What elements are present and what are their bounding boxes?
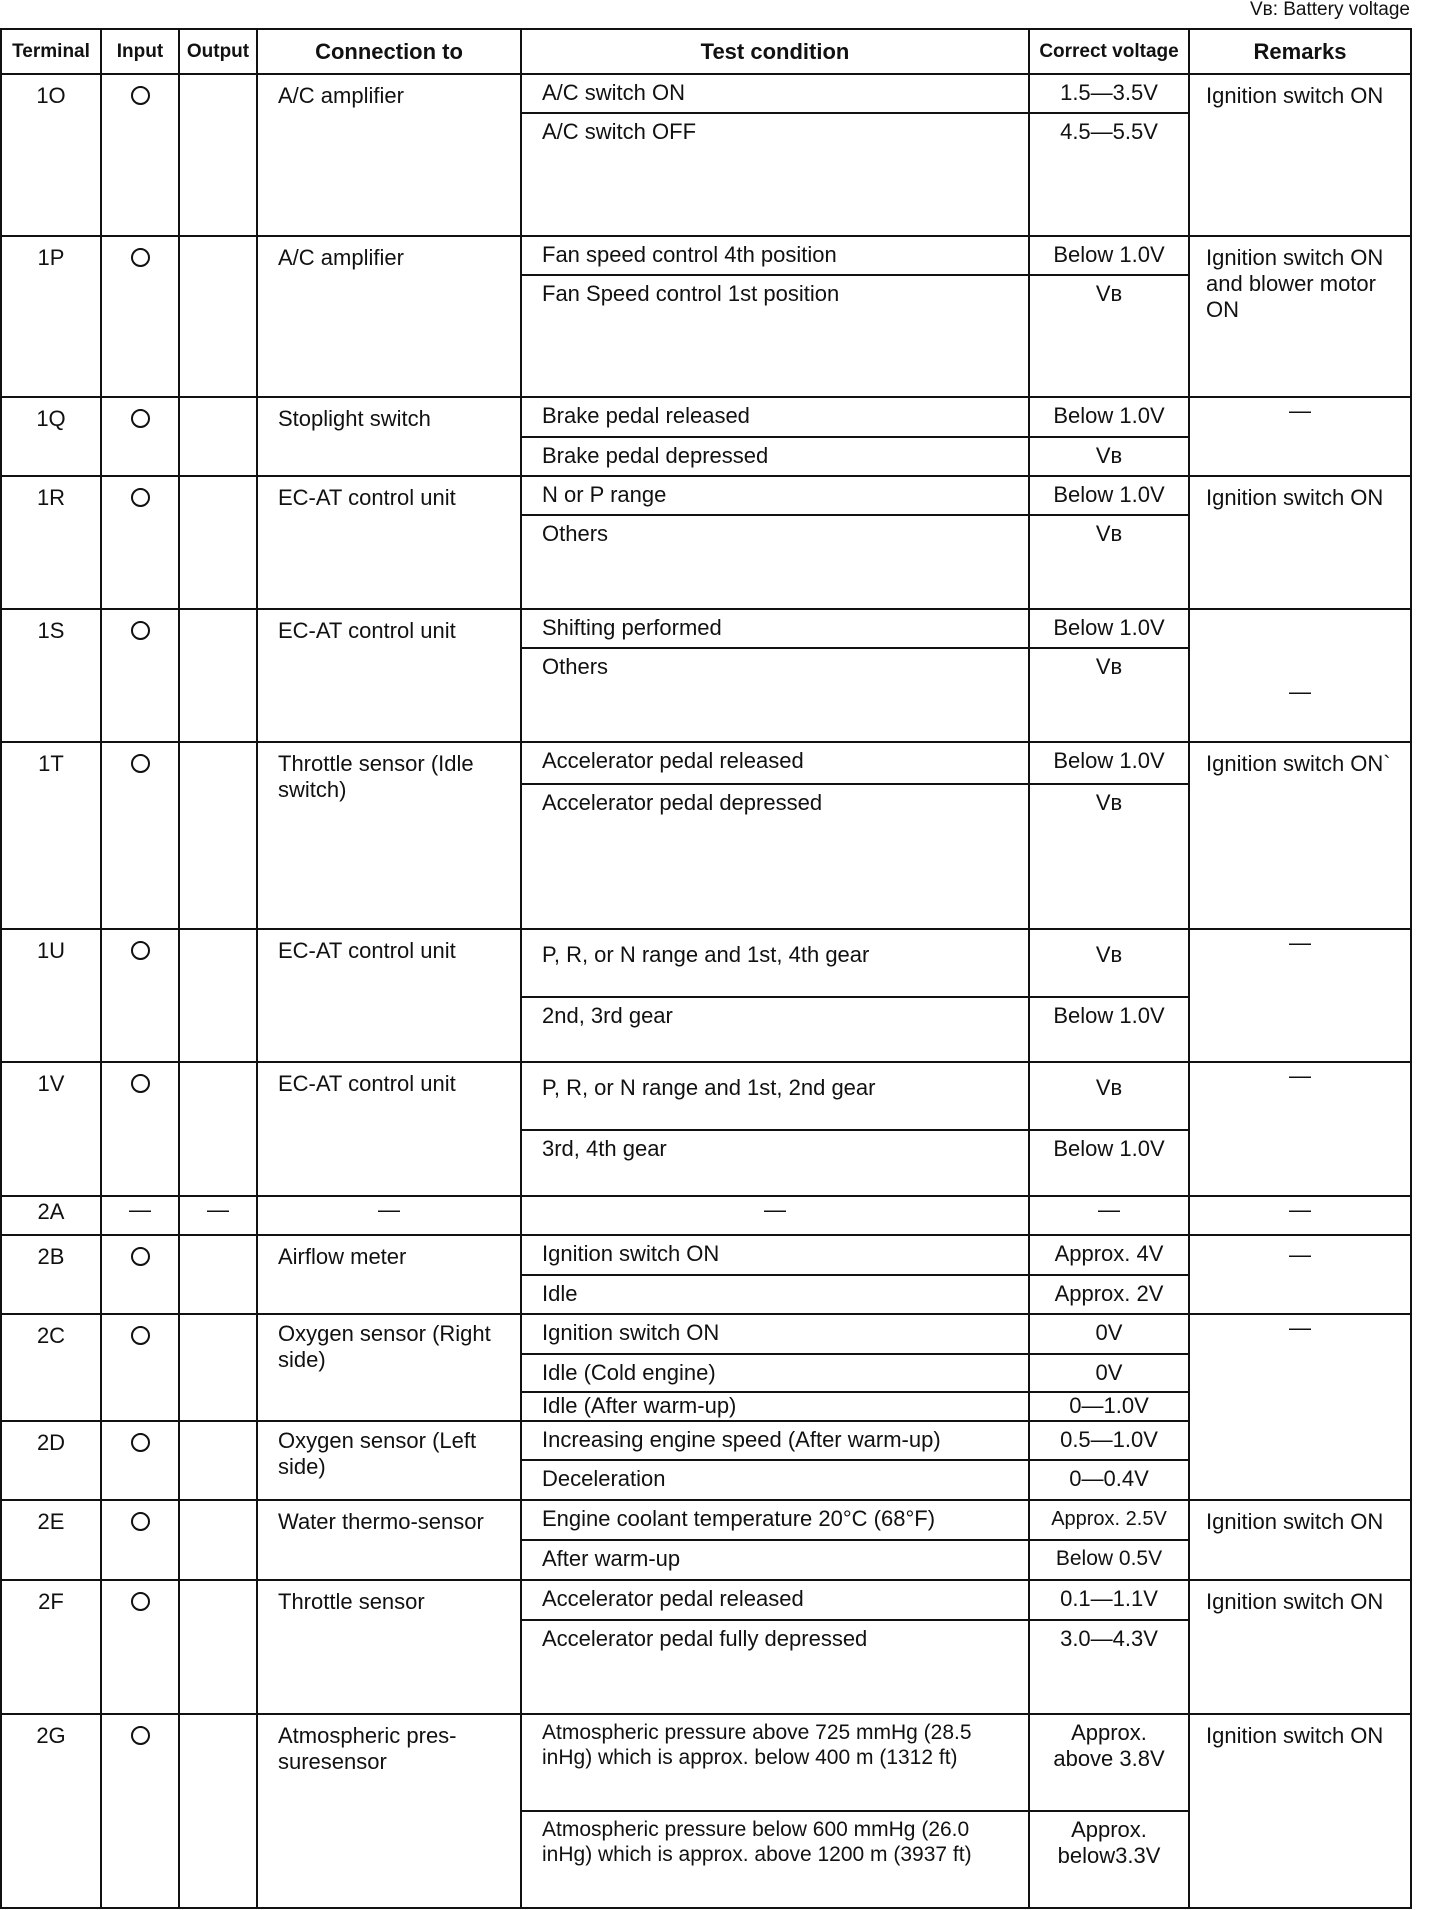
- output-cell: [179, 1500, 257, 1580]
- condition-cell: Others: [521, 515, 1029, 609]
- condition-cell: Brake pedal depressed: [521, 437, 1029, 476]
- table-row: [1, 1235, 1411, 1275]
- voltage-cell: Below 1.0V: [1029, 397, 1189, 437]
- condition-cell: Fan Speed control 1st position: [521, 275, 1029, 397]
- terminal-cell: 1U: [1, 929, 101, 1061]
- input-cell: [101, 1235, 179, 1314]
- condition-cell: Increasing engine speed (After warm-up): [521, 1421, 1029, 1460]
- input-cell: [101, 1714, 179, 1908]
- remarks-cell: —: [1189, 1235, 1411, 1314]
- remarks-cell: Ignition switch ON: [1189, 1500, 1411, 1580]
- remarks-cell: Ignition switch ON and blower motor ON: [1189, 236, 1411, 397]
- remarks-cell: Ignition switch ON: [1189, 1580, 1411, 1714]
- connection-cell: Water thermo-sensor: [257, 1500, 521, 1580]
- input-circle-icon: [131, 941, 150, 960]
- input-circle-icon: [131, 1326, 150, 1345]
- output-cell: [179, 1314, 257, 1422]
- output-cell: [179, 1714, 257, 1908]
- input-circle-icon: [131, 1074, 150, 1093]
- input-cell: [101, 1500, 179, 1580]
- connection-cell: Airflow meter: [257, 1235, 521, 1314]
- condition-cell: —: [521, 1196, 1029, 1235]
- terminal-cell: 1R: [1, 476, 101, 609]
- input-circle-icon: [131, 1433, 150, 1452]
- input-cell: [101, 476, 179, 609]
- remarks-cell: Ignition switch ON`: [1189, 742, 1411, 929]
- condition-cell: P, R, or N range and 1st, 2nd gear: [521, 1062, 1029, 1131]
- remarks-cell: —: [1189, 1314, 1411, 1500]
- input-cell: [101, 1580, 179, 1714]
- connection-cell: EC-AT control unit: [257, 929, 521, 1061]
- header-test-condition: Test condition: [521, 29, 1029, 74]
- header-correct-voltage: Correct voltage: [1029, 29, 1189, 74]
- input-circle-icon: [131, 1592, 150, 1611]
- input-circle-icon: [131, 488, 150, 507]
- voltage-cell: Below 1.0V: [1029, 997, 1189, 1062]
- connection-cell: Throttle sensor (Idle switch): [257, 742, 521, 929]
- output-cell: [179, 742, 257, 929]
- connection-cell: Oxygen sensor (Left side): [257, 1421, 521, 1500]
- header-input: Input: [101, 29, 179, 74]
- terminal-cell: 1S: [1, 609, 101, 742]
- voltage-cell: Approx. 4V: [1029, 1235, 1189, 1275]
- battery-voltage-note: Vʙ: Battery voltage: [1249, 0, 1410, 20]
- condition-cell: Deceleration: [521, 1460, 1029, 1500]
- voltage-cell: Approx. 2.5V: [1029, 1500, 1189, 1540]
- input-cell: [101, 609, 179, 742]
- input-circle-icon: [131, 621, 150, 640]
- output-cell: [179, 74, 257, 236]
- condition-cell: A/C switch OFF: [521, 113, 1029, 236]
- condition-cell: Accelerator pedal released: [521, 742, 1029, 784]
- voltage-cell: 0—1.0V: [1029, 1392, 1189, 1421]
- input-circle-icon: [131, 1512, 150, 1531]
- condition-cell: Idle (Cold engine): [521, 1354, 1029, 1393]
- input-circle-icon: [131, 86, 150, 105]
- voltage-cell: 0V: [1029, 1354, 1189, 1393]
- condition-cell: Atmospheric pressure below 600 mmHg (26.0 inHg) which is approx. above 1200 m (3937 ft): [521, 1811, 1029, 1908]
- table-row: [1, 742, 1411, 784]
- terminal-cell: 2C: [1, 1314, 101, 1422]
- input-cell: [101, 397, 179, 476]
- input-circle-icon: [131, 1247, 150, 1266]
- condition-cell: N or P range: [521, 476, 1029, 515]
- input-circle-icon: [131, 409, 150, 428]
- connection-cell: EC-AT control unit: [257, 609, 521, 742]
- connection-cell: —: [257, 1196, 521, 1235]
- output-cell: [179, 1235, 257, 1314]
- remarks-cell: —: [1189, 1196, 1411, 1235]
- remarks-cell: —: [1189, 609, 1411, 742]
- voltage-cell: Below 1.0V: [1029, 609, 1189, 648]
- condition-cell: Idle: [521, 1275, 1029, 1314]
- condition-cell: Ignition switch ON: [521, 1235, 1029, 1275]
- voltage-cell: 0V: [1029, 1314, 1189, 1354]
- header-row: [1, 29, 1411, 74]
- voltage-cell: Vʙ: [1029, 437, 1189, 476]
- voltage-cell: Vʙ: [1029, 784, 1189, 929]
- condition-cell: Shifting performed: [521, 609, 1029, 648]
- connection-cell: EC-AT control unit: [257, 476, 521, 609]
- voltage-cell: Below 0.5V: [1029, 1540, 1189, 1580]
- voltage-cell: Vʙ: [1029, 929, 1189, 997]
- voltage-cell: Below 1.0V: [1029, 1130, 1189, 1196]
- condition-cell: 2nd, 3rd gear: [521, 997, 1029, 1062]
- table-row: [1, 1196, 1411, 1235]
- input-cell: —: [101, 1196, 179, 1235]
- voltage-cell: —: [1029, 1196, 1189, 1235]
- output-cell: [179, 1580, 257, 1714]
- input-cell: [101, 1314, 179, 1422]
- connection-cell: EC-AT control unit: [257, 1062, 521, 1196]
- terminal-cell: 1V: [1, 1062, 101, 1196]
- terminal-cell: 1T: [1, 742, 101, 929]
- remarks-cell: Ignition switch ON: [1189, 74, 1411, 236]
- voltage-cell: Approx. below3.3V: [1029, 1811, 1189, 1908]
- remarks-cell: Ignition switch ON: [1189, 476, 1411, 609]
- table-row: [1, 476, 1411, 515]
- output-cell: [179, 929, 257, 1061]
- terminal-cell: 1Q: [1, 397, 101, 476]
- terminal-cell: 2E: [1, 1500, 101, 1580]
- remarks-cell: Ignition switch ON: [1189, 1714, 1411, 1908]
- voltage-cell: Approx. above 3.8V: [1029, 1714, 1189, 1811]
- connection-cell: Stoplight switch: [257, 397, 521, 476]
- table-row: [1, 1314, 1411, 1354]
- voltage-cell: 0—0.4V: [1029, 1460, 1189, 1500]
- input-circle-icon: [131, 754, 150, 773]
- condition-cell: Others: [521, 648, 1029, 742]
- condition-cell: P, R, or N range and 1st, 4th gear: [521, 929, 1029, 997]
- voltage-cell: Below 1.0V: [1029, 476, 1189, 515]
- remarks-cell: —: [1189, 929, 1411, 1061]
- remarks-cell: —: [1189, 397, 1411, 476]
- terminal-voltage-table: [0, 28, 1412, 1909]
- input-cell: [101, 929, 179, 1061]
- condition-cell: A/C switch ON: [521, 74, 1029, 113]
- output-cell: [179, 609, 257, 742]
- condition-cell: After warm-up: [521, 1540, 1029, 1580]
- condition-cell: Atmospheric pressure above 725 mmHg (28.5 inHg) which is approx. below 400 m (1312 ft): [521, 1714, 1029, 1811]
- header-terminal: Terminal: [1, 29, 101, 74]
- input-cell: [101, 236, 179, 397]
- terminal-cell: 2A: [1, 1196, 101, 1235]
- table-row: [1, 1500, 1411, 1540]
- table-row: [1, 1580, 1411, 1620]
- table-row: [1, 397, 1411, 437]
- condition-cell: Fan speed control 4th position: [521, 236, 1029, 275]
- table-row: [1, 1062, 1411, 1131]
- connection-cell: Oxygen sensor (Right side): [257, 1314, 521, 1422]
- input-cell: [101, 74, 179, 236]
- condition-cell: Ignition switch ON: [521, 1314, 1029, 1354]
- terminal-cell: 2B: [1, 1235, 101, 1314]
- remarks-cell: —: [1189, 1062, 1411, 1196]
- voltage-cell: 0.1—1.1V: [1029, 1580, 1189, 1620]
- voltage-cell: Vʙ: [1029, 515, 1189, 609]
- terminal-cell: 2F: [1, 1580, 101, 1714]
- output-cell: [179, 397, 257, 476]
- table-row: [1, 929, 1411, 997]
- terminal-cell: 2D: [1, 1421, 101, 1500]
- voltage-cell: 4.5—5.5V: [1029, 113, 1189, 236]
- input-cell: [101, 1062, 179, 1196]
- output-cell: [179, 476, 257, 609]
- condition-cell: Accelerator pedal released: [521, 1580, 1029, 1620]
- table-row: [1, 1714, 1411, 1811]
- output-cell: [179, 236, 257, 397]
- table-row: [1, 74, 1411, 113]
- voltage-cell: 3.0—4.3V: [1029, 1620, 1189, 1714]
- input-circle-icon: [131, 1726, 150, 1745]
- condition-cell: Engine coolant temperature 20°C (68°F): [521, 1500, 1029, 1540]
- connection-cell: Throttle sensor: [257, 1580, 521, 1714]
- condition-cell: 3rd, 4th gear: [521, 1130, 1029, 1196]
- header-connection: Connection to: [257, 29, 521, 74]
- input-circle-icon: [131, 248, 150, 267]
- voltage-cell: Vʙ: [1029, 1062, 1189, 1131]
- header-remarks: Remarks: [1189, 29, 1411, 74]
- terminal-cell: 1O: [1, 74, 101, 236]
- voltage-cell: 0.5—1.0V: [1029, 1421, 1189, 1460]
- input-cell: [101, 742, 179, 929]
- terminal-cell: 1P: [1, 236, 101, 397]
- connection-cell: A/C amplifier: [257, 236, 521, 397]
- input-cell: [101, 1421, 179, 1500]
- voltage-cell: Below 1.0V: [1029, 742, 1189, 784]
- condition-cell: Accelerator pedal depressed: [521, 784, 1029, 929]
- header-output: Output: [179, 29, 257, 74]
- condition-cell: Idle (After warm-up): [521, 1392, 1029, 1421]
- terminal-cell: 2G: [1, 1714, 101, 1908]
- output-cell: [179, 1421, 257, 1500]
- connection-cell: A/C amplifier: [257, 74, 521, 236]
- voltage-cell: Vʙ: [1029, 275, 1189, 397]
- connection-cell: Atmospheric pres-suresensor: [257, 1714, 521, 1908]
- output-cell: [179, 1062, 257, 1196]
- condition-cell: Brake pedal released: [521, 397, 1029, 437]
- voltage-cell: 1.5—3.5V: [1029, 74, 1189, 113]
- voltage-cell: Below 1.0V: [1029, 236, 1189, 275]
- voltage-cell: Vʙ: [1029, 648, 1189, 742]
- table-row: [1, 609, 1411, 648]
- table-row: [1, 236, 1411, 275]
- condition-cell: Accelerator pedal fully depressed: [521, 1620, 1029, 1714]
- voltage-cell: Approx. 2V: [1029, 1275, 1189, 1314]
- output-cell: —: [179, 1196, 257, 1235]
